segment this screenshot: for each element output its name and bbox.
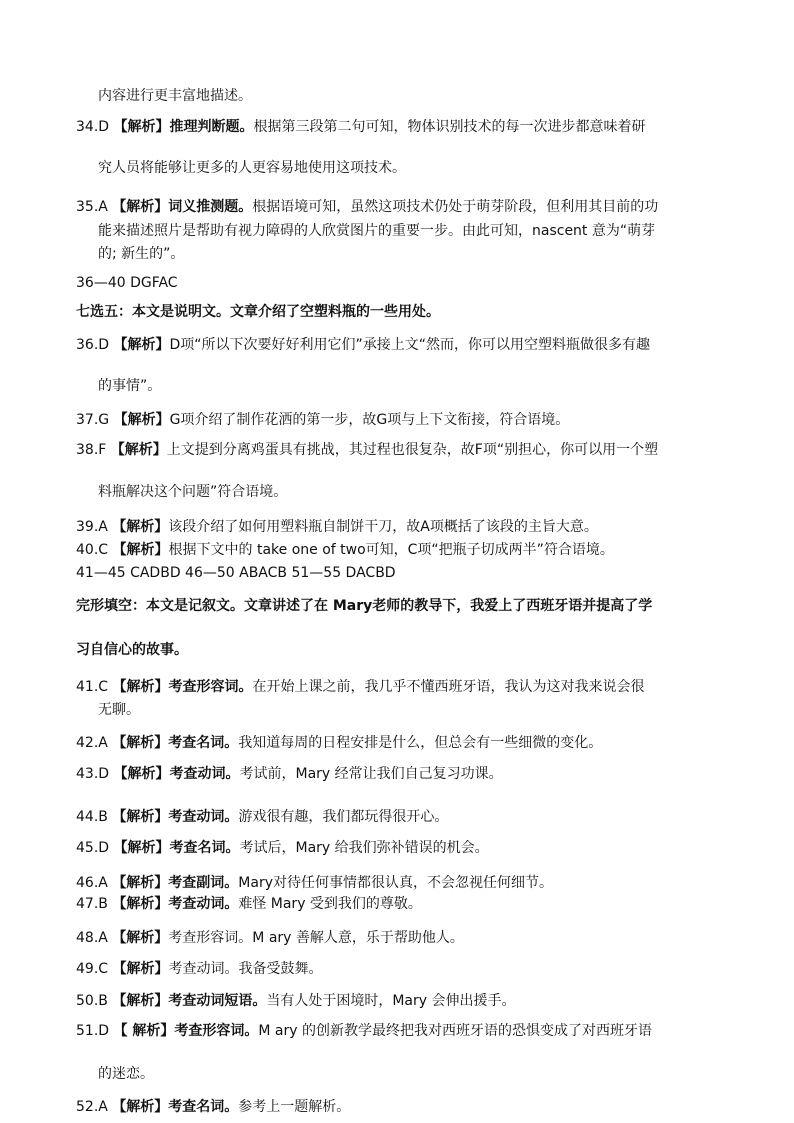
section-heading-7-choose-5: 七选五：本文是说明文。文章介绍了空塑料瓶的一些用处。 [76, 304, 440, 320]
text-line: 能来描述照片是帮助有视力障碍的人欣赏图片的重要一步。由此可知，nascent 意为“萌芽 [98, 223, 656, 239]
answers-41-55: 41—45 CADBD 46—50 ABACB 51—55 DACBD [76, 565, 396, 581]
answer-35: 35.A 【解析】词义推测题。根据语境可知，虽然这项技术仍处于萌芽阶段，但利用其目前的功 [76, 199, 659, 215]
answer-41: 41.C 【解析】考查形容词。在开始上课之前，我几乎不懂西班牙语，我认为这对我来说会很 [76, 679, 645, 695]
text-line: 内容进行更丰富地描述。 [98, 88, 252, 104]
answer-42: 42.A 【解析】考查名词。我知道每周的日程安排是什么，但总会有一些细微的变化。 [76, 735, 603, 751]
answer-52: 52.A 【解析】考查名词。参考上一题解析。 [76, 1099, 351, 1115]
answer-48: 48.A 【解析】考查形容词。M ary 善解人意，乐于帮助他人。 [76, 930, 464, 946]
text-line: 的事情”。 [98, 378, 162, 394]
answer-36: 36.D 【解析】D项“所以下次要好好利用它们”承接上文“然而，你可以用空塑料瓶做很多有趣 [76, 337, 651, 353]
answer-47: 47.B 【解析】考查动词。难怪 Mary 受到我们的尊敬。 [76, 896, 422, 912]
answer-34: 34.D 【解析】推理判断题。根据第三段第二句可知，物体识别技术的每一次进步都意味着研 [76, 119, 646, 135]
answer-43: 43.D 【解析】考查动词。考试前，Mary 经常让我们自己复习功课。 [76, 766, 503, 782]
answer-37: 37.G 【解析】G项介绍了制作花洒的第一步，故G项与上下文衔接，符合语境。 [76, 412, 570, 428]
answer-44: 44.B 【解析】考查动词。游戏很有趣，我们都玩得很开心。 [76, 809, 449, 825]
answers-36-40: 36—40 DGFAC [76, 275, 178, 291]
text-line: 的迷恋。 [98, 1066, 154, 1082]
answer-51: 51.D 【 解析】考查形容词。M ary 的创新教学最终把我对西班牙语的恐惧变成了对西班牙语 [76, 1023, 652, 1039]
answer-45: 45.D 【解析】考查名词。考试后，Mary 给我们弥补错误的机会。 [76, 840, 489, 856]
answer-46: 46.A 【解析】考查副词。Mary对待任何事情都很认真，不会忽视任何细节。 [76, 875, 553, 891]
text-line: 的; 新生的”。 [98, 246, 185, 262]
answer-49: 49.C 【解析】考查动词。我备受鼓舞。 [76, 961, 323, 977]
section-heading-cloze: 完形填空：本文是记叙文。文章讲述了在 Mary老师的教导下，我爱上了西班牙语并提高了学 [76, 598, 653, 614]
text-line: 料瓶解决这个问题”符合语境。 [98, 484, 288, 500]
answer-50: 50.B 【解析】考查动词短语。当有人处于困境时，Mary 会伸出援手。 [76, 993, 516, 1009]
answer-39: 39.A 【解析】该段介绍了如何用塑料瓶自制饼干刀，故A项概括了该段的主旨大意。 [76, 519, 598, 535]
answer-40: 40.C 【解析】根据下文中的 take one of two可知，C项“把瓶子切成两半”符合语境。 [76, 542, 614, 558]
text-line: 无聊。 [98, 702, 140, 718]
text-line: 究人员将能够让更多的人更容易地使用这项技术。 [98, 160, 406, 176]
answer-38: 38.F 【解析】上文提到分离鸡蛋具有挑战，其过程也很复杂，故F项“别担心，你可以用一个塑 [76, 442, 659, 458]
section-heading-cloze-cont: 习自信心的故事。 [76, 642, 188, 658]
